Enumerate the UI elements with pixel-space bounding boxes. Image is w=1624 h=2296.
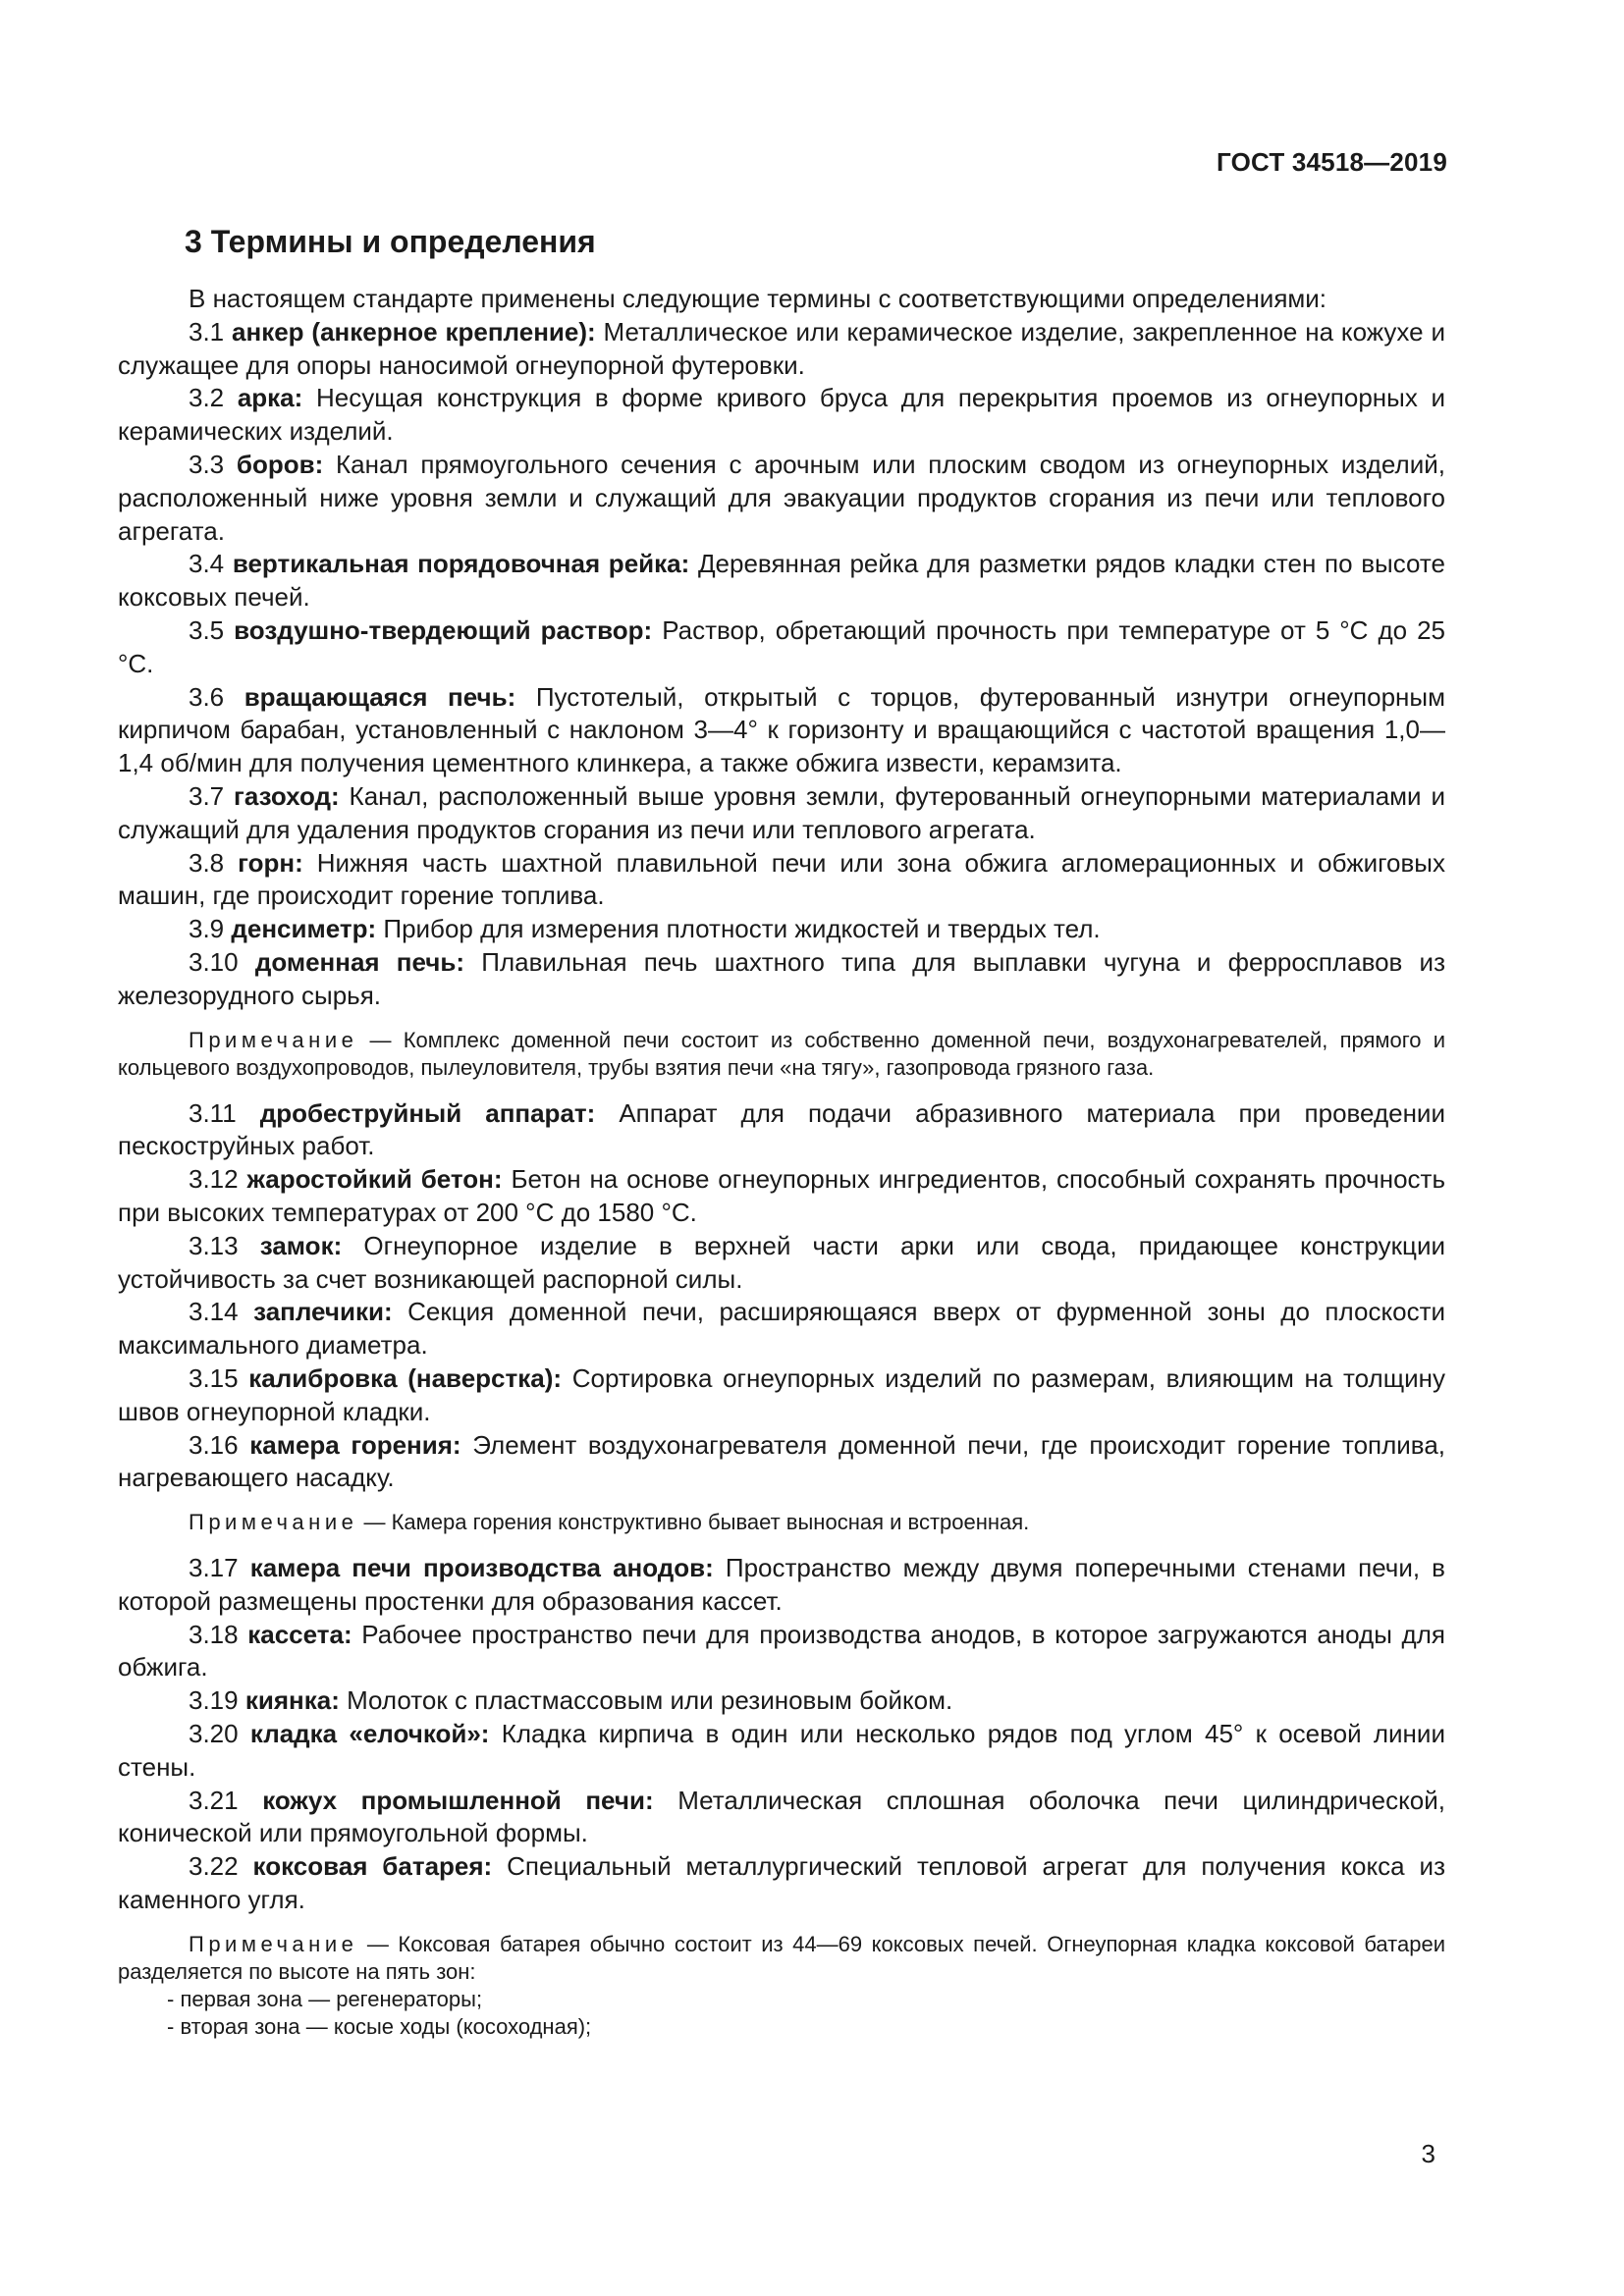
term-number: 3.4 <box>189 549 225 579</box>
note-blast-furnace <box>118 1027 1445 1082</box>
term-3-6 <box>118 681 1445 780</box>
term-definition: Металлическая сплошная оболочка печи цилиндрической, конической или прямоугольной формы. <box>118 1785 1445 1848</box>
term-name: денсиметр: <box>231 914 377 944</box>
term-name: горн: <box>238 847 303 878</box>
term-name: вращающаяся печь: <box>244 681 516 712</box>
term-definition: Несущая конструкция в форме кривого бруса для перекрытия проемов из огнеупорных и керамических изделий. <box>118 383 1445 447</box>
term-definition: Канал прямоугольного сечения с арочным или плоским сводом из огнеупорных изделий, расположенный ниже уровня земли и служащий для эвакуации продуктов сгорания из печи или теплового агрегата. <box>118 449 1445 546</box>
term-3-21 <box>118 1785 1445 1851</box>
term-number: 3.11 <box>189 1097 237 1128</box>
term-3-3 <box>118 449 1445 548</box>
term-definition: Бетон на основе огнеупорных ингредиентов, способный сохранять прочность при высоких температурах от 200 °С до 1580 °С. <box>118 1164 1445 1227</box>
term-number: 3.14 <box>189 1297 239 1327</box>
term-definition: Прибор для измерения плотности жидкостей и твердых тел. <box>383 914 1101 944</box>
page-number: 3 <box>1421 2139 1435 2168</box>
page-content <box>118 222 1445 2041</box>
term-3-15 <box>118 1362 1445 1429</box>
term-3-20 <box>118 1718 1445 1785</box>
term-definition: Канал, расположенный выше уровня земли, футерованный огнеупорными материалами и служащий для удаления продуктов сгорания из печи или теплового агрегата. <box>118 780 1445 844</box>
term-name: дробеструйный аппарат: <box>259 1097 596 1128</box>
term-definition: Секция доменной печи, расширяющаяся вверх от фурменной зоны до плоскости максимального диаметра. <box>118 1297 1445 1361</box>
term-definition: Нижняя часть шахтной плавильной печи или зона обжига агломерационных и обжиговых машин, где происходит горение топлива. <box>118 847 1445 911</box>
term-3-1 <box>118 316 1445 383</box>
term-definition: Огнеупорное изделие в верхней части арки или свода, придающее конструкции устойчивость за счет возникающей распорной силы. <box>118 1230 1445 1294</box>
note-combustion-chamber <box>118 1509 1445 1536</box>
term-name: коксовая батарея: <box>252 1851 493 1882</box>
term-definition: Пустотелый, открытый с торцов, футерованный изнутри огнеупорным кирпичом барабан, установленный с наклоном 3—4° к горизонту и вращающийся с частотой вращения 1,0—1,4 об/мин для получения цементного клинкера, а также обжига извести, керамзита. <box>118 681 1445 778</box>
term-definition: Элемент воздухонагревателя доменной печи, где происходит горение топлива, нагревающего насадку. <box>118 1429 1446 1493</box>
term-3-18 <box>118 1619 1445 1685</box>
term-name: жаростойкий бетон: <box>246 1164 503 1195</box>
term-3-9 <box>118 913 1445 946</box>
term-3-4 <box>118 548 1445 614</box>
note-text: — Коксовая батарея обычно состоит из 44—69 коксовых печей. Огнеупорная кладка коксовой батареи разделяется по высоте на пять зон: <box>118 1931 1445 1984</box>
term-name: кассета: <box>247 1619 352 1649</box>
term-3-12 <box>118 1163 1445 1230</box>
term-name: киянка: <box>244 1685 340 1716</box>
term-number: 3.18 <box>189 1619 239 1649</box>
note-text: — Комплекс доменной печи состоит из собственно доменной печи, воздухонагревателей, прямого и кольцевого воздухопроводов, пылеуловителя, трубы взятия печи «на тягу», газопровода грязного газа. <box>118 1027 1445 1080</box>
term-3-16 <box>118 1429 1445 1496</box>
term-name: газоход: <box>234 780 340 811</box>
term-definition: Металлическое или керамическое изделие, закрепленное на кожухе и служащее для опоры наносимой огнеупорной футеровки. <box>118 316 1445 380</box>
term-definition: Специальный металлургический тепловой агрегат для получения кокса из каменного угля. <box>118 1851 1445 1915</box>
term-3-17 <box>118 1552 1445 1619</box>
term-definition: Кладка кирпича в один или несколько рядов под углом 45° к осевой линии стены. <box>118 1719 1445 1782</box>
note-text: — Камера горения конструктивно бывает выносная и встроенная. <box>363 1510 1030 1535</box>
term-number: 3.21 <box>189 1785 239 1815</box>
term-3-2 <box>118 382 1445 449</box>
term-number: 3.20 <box>189 1719 239 1749</box>
term-definition: Пространство между двумя поперечными стенами печи, в которой размещены простенки для образования кассет. <box>118 1553 1445 1616</box>
term-number: 3.17 <box>189 1553 239 1583</box>
note-coke-battery <box>118 1931 1445 1986</box>
term-number: 3.19 <box>189 1685 239 1716</box>
term-name: калибровка (наверстка): <box>248 1362 563 1393</box>
term-number: 3.5 <box>189 614 225 645</box>
term-number: 3.22 <box>189 1851 239 1882</box>
term-name: доменная печь: <box>254 946 465 977</box>
term-number: 3.16 <box>189 1429 239 1460</box>
term-number: 3.7 <box>189 780 225 811</box>
term-number: 3.8 <box>189 847 225 878</box>
term-definition: Плавильная печь шахтного типа для выплавки чугуна и ферросплавов из железорудного сырья. <box>118 946 1445 1010</box>
term-name: замок: <box>259 1230 343 1260</box>
term-3-13 <box>118 1230 1445 1297</box>
term-3-11 <box>118 1097 1445 1164</box>
term-3-5 <box>118 614 1445 681</box>
term-name: камера горения: <box>249 1429 461 1460</box>
section-title: 3 Термины и определения <box>185 224 596 259</box>
term-3-10 <box>118 946 1445 1013</box>
list-item: - первая зона — регенераторы; <box>167 1986 483 2011</box>
term-definition: Молоток с пластмассовым или резиновым бойком. <box>347 1685 953 1716</box>
term-3-19 <box>118 1684 1445 1718</box>
note-label: Примечание <box>189 1027 358 1052</box>
note-label: Примечание <box>189 1510 358 1535</box>
term-name: боров: <box>236 449 324 479</box>
list-item: - вторая зона — косые ходы (косоходная); <box>167 2013 592 2039</box>
note-zone-list <box>118 1986 1445 2041</box>
term-number: 3.12 <box>189 1164 239 1195</box>
term-number: 3.10 <box>189 946 239 977</box>
term-name: заплечики: <box>253 1297 393 1327</box>
term-name: анкер (анкерное крепление): <box>232 316 596 347</box>
term-3-8 <box>118 847 1445 914</box>
term-name: вертикальная порядовочная рейка: <box>232 549 690 579</box>
term-definition: Деревянная рейка для разметки рядов кладки стен по высоте коксовых печей. <box>118 549 1445 613</box>
standard-code: ГОСТ 34518—2019 <box>1217 147 1447 177</box>
intro-paragraph: В настоящем стандарте применены следующие термины с соответствующими определениями: <box>189 284 1327 313</box>
term-3-22 <box>118 1850 1445 1917</box>
term-number: 3.9 <box>189 914 225 944</box>
term-name: кожух промышленной печи: <box>262 1785 654 1815</box>
term-name: воздушно-твердеющий раствор: <box>234 614 653 645</box>
term-number: 3.3 <box>189 449 225 479</box>
term-name: камера печи производства анодов: <box>249 1553 714 1583</box>
term-name: арка: <box>237 383 303 413</box>
note-label: Примечание <box>189 1931 358 1956</box>
term-3-14 <box>118 1296 1445 1362</box>
term-number: 3.15 <box>189 1362 239 1393</box>
term-number: 3.13 <box>189 1230 239 1260</box>
term-definition: Рабочее пространство печи для производства анодов, в которое загружаются аноды для обжига. <box>118 1619 1445 1682</box>
term-name: кладка «елочкой»: <box>249 1719 490 1749</box>
term-number: 3.2 <box>189 383 225 413</box>
term-definition: Раствор, обретающий прочность при температуре от 5 °С до 25 °С. <box>118 614 1445 678</box>
term-number: 3.6 <box>189 681 225 712</box>
term-3-7 <box>118 780 1445 847</box>
term-definition: Аппарат для подачи абразивного материала при проведении пескоструйных работ. <box>118 1097 1445 1161</box>
term-definition: Сортировка огнеупорных изделий по размерам, влияющим на толщину швов огнеупорной кладки. <box>118 1362 1445 1426</box>
term-number: 3.1 <box>189 316 225 347</box>
